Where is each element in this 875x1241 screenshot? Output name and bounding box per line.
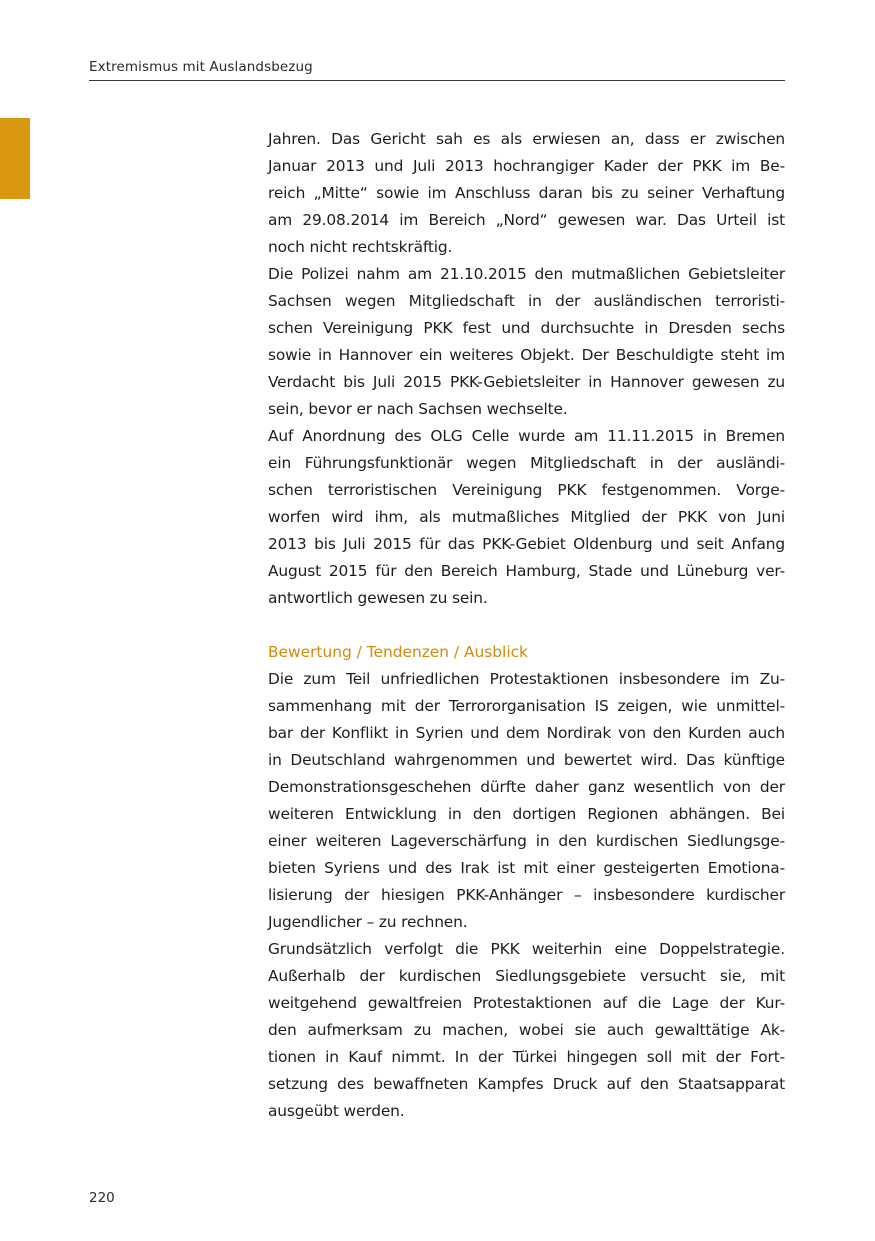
text-line: sein, bevor er nach Sachsen wechselte. <box>268 400 568 418</box>
text-line: ein Führungsfunktionär wegen Mitgliedschaft in der ausländi- <box>268 454 785 472</box>
paragraph-protest-assessment <box>268 666 785 936</box>
text-line: worfen wird ihm, als mutmaßliches Mitglied der PKK von Juni <box>268 508 785 526</box>
text-line: reich „Mitte“ sowie im Anschluss daran bis zu seiner Verhaftung <box>268 184 785 202</box>
text-line: sammenhang mit der Terrororganisation IS zeigen, wie unmittel- <box>268 697 785 715</box>
main-text-column <box>268 126 785 1125</box>
paragraph-dual-strategy <box>268 936 785 1125</box>
text-line: Außerhalb der kurdischen Siedlungsgebiete versucht sie, mit <box>268 967 785 985</box>
text-line: tionen in Kauf nimmt. In der Türkei hingegen soll mit der Fort- <box>268 1048 785 1066</box>
text-line: setzung des bewaffneten Kampfes Druck auf den Staatsapparat <box>268 1075 785 1093</box>
text-line: Grundsätzlich verfolgt die PKK weiterhin eine Doppelstrategie. <box>268 940 785 958</box>
text-line: ausgeübt werden. <box>268 1102 405 1120</box>
text-line: schen terroristischen Vereinigung PKK festgenommen. Vorge- <box>268 481 785 499</box>
text-line: bar der Konflikt in Syrien und dem Nordirak von den Kurden auch <box>268 724 785 742</box>
text-line: bieten Syriens und des Irak ist mit einer gesteigerten Emotiona- <box>268 859 785 877</box>
running-header-title: Extremismus mit Auslandsbezug <box>89 59 313 75</box>
text-line: Die Polizei nahm am 21.10.2015 den mutmaßlichen Gebietsleiter <box>268 265 785 283</box>
paragraph-saxony-arrest <box>268 261 785 423</box>
text-line: sowie in Hannover ein weiteres Objekt. Der Beschuldigte steht im <box>268 346 785 364</box>
text-line: den aufmerksam zu machen, wobei sie auch gewalttätige Ak- <box>268 1021 785 1039</box>
text-line: in Deutschland wahrgenommen und bewertet wird. Das künftige <box>268 751 785 769</box>
text-line: Die zum Teil unfriedlichen Protestaktionen insbesondere im Zu- <box>268 670 785 688</box>
section-heading-outlook: Bewertung / Tendenzen / Ausblick <box>268 643 528 661</box>
text-line: weitgehend gewaltfreien Protestaktionen auf die Lage der Kur- <box>268 994 785 1012</box>
text-line: noch nicht rechtskräftig. <box>268 238 453 256</box>
text-line: Jahren. Das Gericht sah es als erwiesen an, dass er zwischen <box>268 130 785 148</box>
text-line: August 2015 für den Bereich Hamburg, Stade und Lüneburg ver- <box>268 562 785 580</box>
text-line: Auf Anordnung des OLG Celle wurde am 11.11.2015 in Bremen <box>268 427 785 445</box>
running-header <box>89 56 785 81</box>
text-line: antwortlich gewesen zu sein. <box>268 589 488 607</box>
text-line: weiteren Entwicklung in den dortigen Regionen abhängen. Bei <box>268 805 785 823</box>
text-line: Sachsen wegen Mitgliedschaft in der ausländischen terroristi- <box>268 292 785 310</box>
paragraph-bremen-arrest <box>268 423 785 612</box>
text-line: Jugendlicher – zu rechnen. <box>268 913 468 931</box>
text-line: am 29.08.2014 im Bereich „Nord“ gewesen war. Das Urteil ist <box>268 211 785 229</box>
paragraph-court-ruling <box>268 126 785 261</box>
text-line: einer weiteren Lageverschärfung in den kurdischen Siedlungsge- <box>268 832 785 850</box>
chapter-side-tab <box>0 118 30 199</box>
text-line: 2013 bis Juli 2015 für das PKK-Gebiet Oldenburg und seit Anfang <box>268 535 785 553</box>
text-line: Januar 2013 und Juli 2013 hochrangiger Kader der PKK im Be- <box>268 157 785 175</box>
text-line: Verdacht bis Juli 2015 PKK-Gebietsleiter in Hannover gewesen zu <box>268 373 785 391</box>
text-line: Demonstrationsgeschehen dürfte daher ganz wesentlich von der <box>268 778 785 796</box>
page-number: 220 <box>89 1190 115 1206</box>
text-line: lisierung der hiesigen PKK-Anhänger – insbesondere kurdischer <box>268 886 785 904</box>
text-line: schen Vereinigung PKK fest und durchsuchte in Dresden sechs <box>268 319 785 337</box>
